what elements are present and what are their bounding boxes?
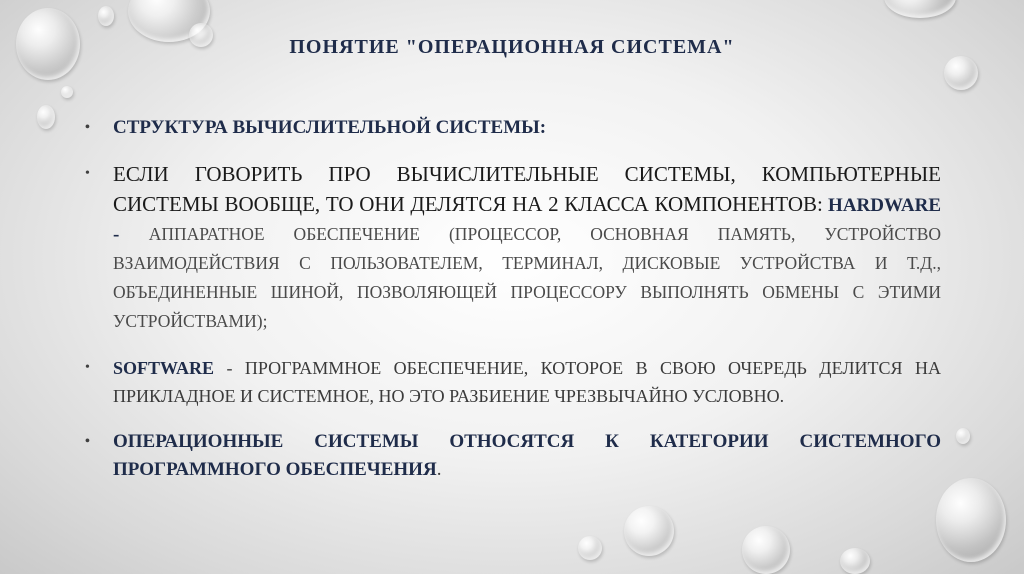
water-drop: [98, 6, 114, 26]
slide-title: ПОНЯТИЕ "ОПЕРАЦИОННАЯ СИСТЕМА": [289, 36, 735, 58]
list-item: [85, 160, 941, 336]
water-drop: [936, 478, 1006, 562]
water-drop: [742, 526, 790, 574]
water-drop: [578, 536, 602, 560]
bullet-list: [85, 114, 941, 484]
item-text: АППАРАТНОЕ ОБЕСПЕЧЕНИЕ (ПРОЦЕССОР, ОСНОВНАЯ ПАМЯТЬ, УСТРОЙСТВО ВЗАИМОДЕЙСТВИЯ С ПОЛЬЗОВАТЕЛЕМ, ТЕРМИНАЛ, ДИСКОВЫЕ УСТРОЙСТВА И Т.Д., ОБЪЕДИНЕННЫЕ ШИНОЙ, ПОЗВОЛЯЮЩЕЙ ПРОЦЕССОРУ ВЫПОЛНЯТЬ ОБМЕНЫ С ЭТИМИ УСТРОЙСТВАМИ);: [113, 224, 942, 331]
water-drop: [61, 86, 73, 98]
water-drop: [624, 506, 674, 556]
water-drop: [956, 428, 970, 444]
hardware-term: HARDWARE -: [113, 195, 941, 245]
item-end-punctuation: .: [436, 459, 442, 480]
list-item: [85, 114, 941, 142]
bullet-icon: •: [85, 434, 90, 449]
water-drop: [840, 548, 870, 574]
item-text: ОПЕРАЦИОННЫЕ СИСТЕМЫ ОТНОСЯТСЯ К КАТЕГОРИИ СИСТЕМНОГО ПРОГРАММНОГО ОБЕСПЕЧЕНИЯ: [113, 431, 941, 480]
software-term: SOFTWARE: [113, 358, 215, 378]
item-text: СТРУКТУРА ВЫЧИСЛИТЕЛЬНОЙ СИСТЕМЫ:: [113, 117, 547, 138]
bullet-icon: •: [85, 360, 90, 375]
water-drop: [37, 105, 55, 129]
water-drop: [944, 56, 978, 90]
list-item: [85, 354, 941, 410]
bullet-icon: •: [85, 166, 90, 181]
bullet-icon: •: [85, 120, 90, 135]
list-item: [85, 428, 941, 484]
item-text: - ПРОГРАММНОЕ ОБЕСПЕЧЕНИЕ, КОТОРОЕ В СВОЮ ОЧЕРЕДЬ ДЕЛИТСЯ НА ПРИКЛАДНОЕ И СИСТЕМНОЕ, НО ЭТО РАЗБИЕНИЕ ЧРЕЗВЫЧАЙНО УСЛОВНО.: [113, 358, 941, 406]
water-drop: [884, 0, 956, 18]
item-lead-text: ЕСЛИ ГОВОРИТЬ ПРО ВЫЧИСЛИТЕЛЬНЫЕ СИСТЕМЫ, КОМПЬЮТЕРНЫЕ СИСТЕМЫ ВООБЩЕ, ТО ОНИ ДЕЛЯТСЯ НА 2 КЛАССА КОМПОНЕНТОВ:: [113, 162, 941, 216]
